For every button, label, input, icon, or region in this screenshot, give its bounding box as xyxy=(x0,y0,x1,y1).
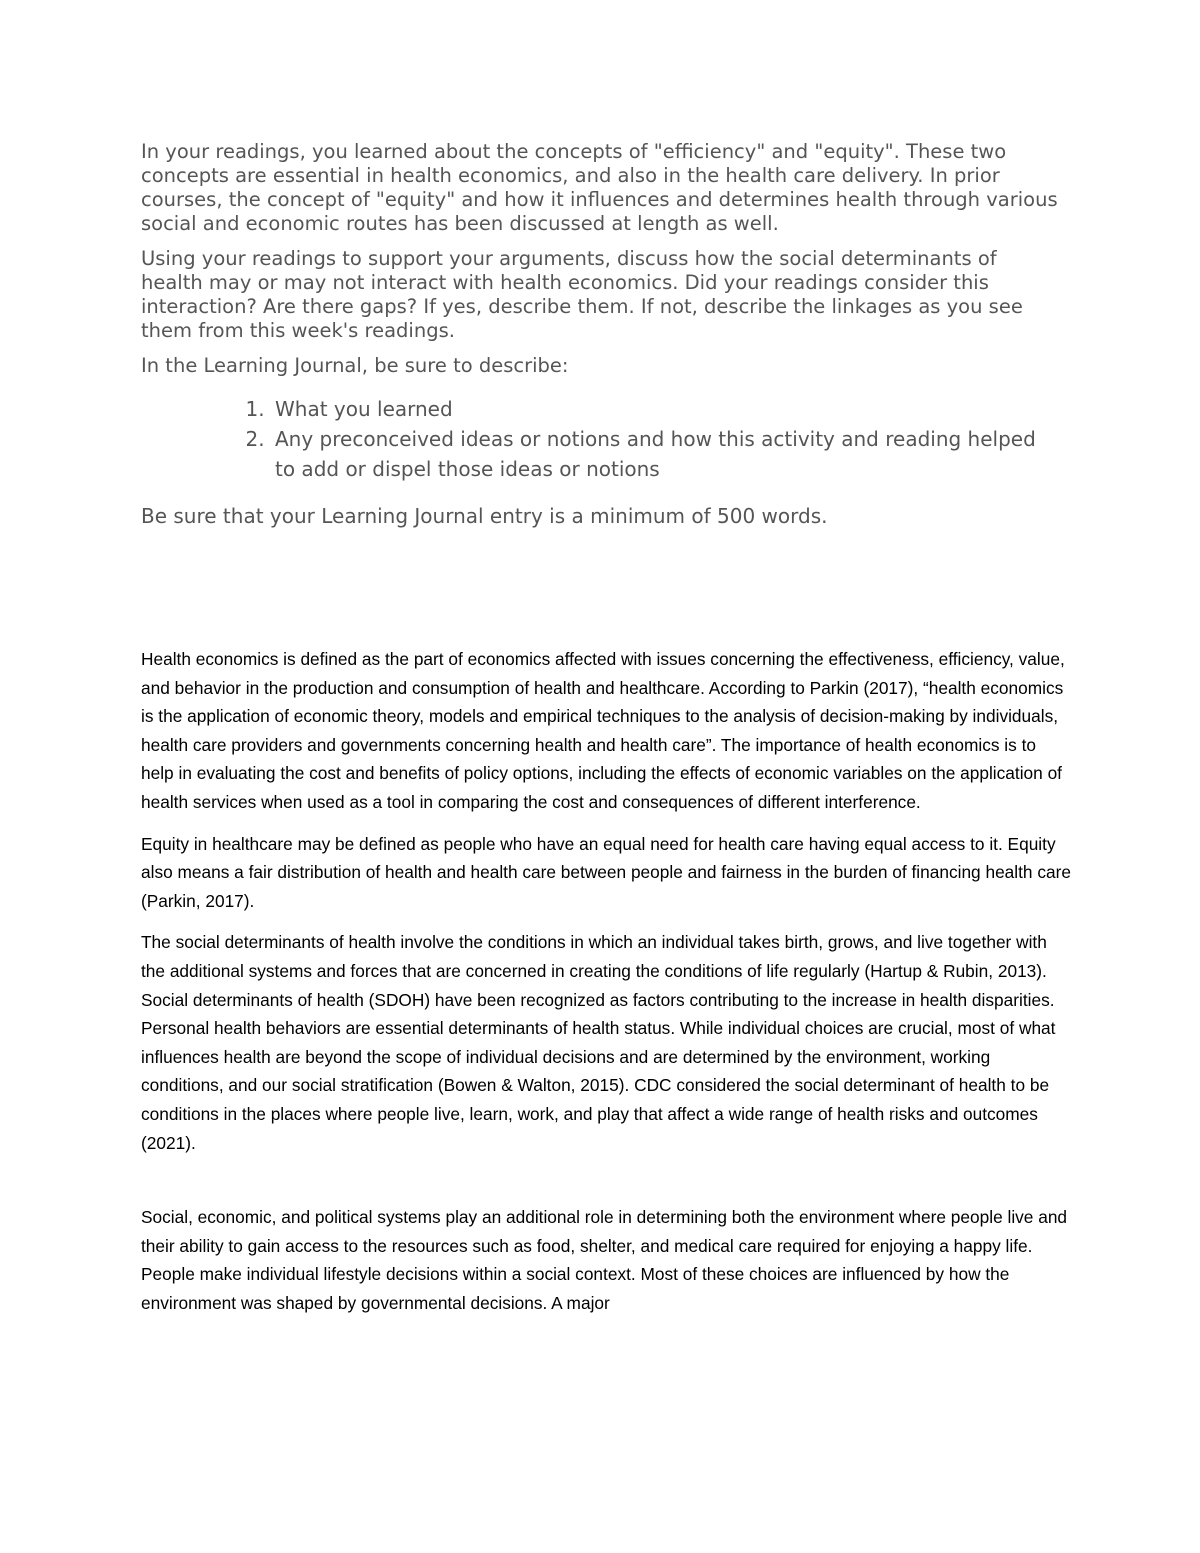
assignment-prompt xyxy=(141,140,1061,539)
journal-requirements-list xyxy=(141,394,1061,484)
prompt-intro-paragraph: In your readings, you learned about the concepts of "efficiency" and "equity". These two concepts are essential in health economics, and also in the health care delivery. In prior courses, the concept of "equity" and how it influences and determines health through various social and economic routes has been discussed at length as well. xyxy=(141,140,1058,235)
essay-paragraph: Health economics is defined as the part of economics affected with issues concerning the effectiveness, efficiency, value, and behavior in the production and consumption of health and healthcare. According to Parkin (2017), “health economics is the application of economic theory, models and empirical techniques to the analysis of decision-making by individuals, health care providers and governments concerning health and health care”. The importance of health economics is to help in evaluating the cost and benefits of policy options, including the effects of economic variables on the application of health services when used as a tool in comparing the cost and consequences of different interference. xyxy=(141,649,1065,812)
journal-entry-body xyxy=(141,645,1071,1330)
essay-paragraph: Equity in healthcare may be defined as people who have an equal need for health care having equal access to it. Equity also means a fair distribution of health and health care between people and fairness in the burden of financing health care (Parkin, 2017). xyxy=(141,833,1071,911)
essay-paragraph: The social determinants of health involve the conditions in which an individual takes birth, grows, and live together with the additional systems and forces that are concerned in creating the conditions of life regularly (Hartup & Rubin, 2013). Social determinants of health (SDOH) have been recognized as factors contributing to the increase in health disparities. Personal health behaviors are essential determinants of health status. While individual choices are crucial, most of what influences health are beyond the scope of individual decisions and are determined by the environment, working conditions, and our social stratification (Bowen & Walton, 2015). CDC considered the social determinant of health to be conditions in the places where people live, learn, work, and play that affect a wide range of health risks and outcomes (2021). xyxy=(141,932,1056,1153)
journal-instruction: In the Learning Journal, be sure to describe: xyxy=(141,354,569,377)
prompt-question-paragraph: Using your readings to support your arguments, discuss how the social determinants of health may or may not interact with health economics. Did your readings consider this interaction? Are there gaps? If yes, describe them. If not, describe the linkages as you see them from this week's readings. xyxy=(141,247,1023,342)
list-item: 2. Any preconceived ideas or notions and how this activity and reading helped to add or dispel those ideas or notions xyxy=(271,424,1061,484)
word-count-requirement: Be sure that your Learning Journal entry is a minimum of 500 words. xyxy=(141,504,828,528)
list-item: 1. What you learned xyxy=(271,394,1061,424)
essay-paragraph: Social, economic, and political systems play an additional role in determining both the environment where people live and their ability to gain access to the resources such as food, shelter, and medical care required for enjoying a happy life. People make individual lifestyle decisions within a social context. Most of these choices are influenced by how the environment was shaped by governmental decisions. A major xyxy=(141,1207,1068,1313)
